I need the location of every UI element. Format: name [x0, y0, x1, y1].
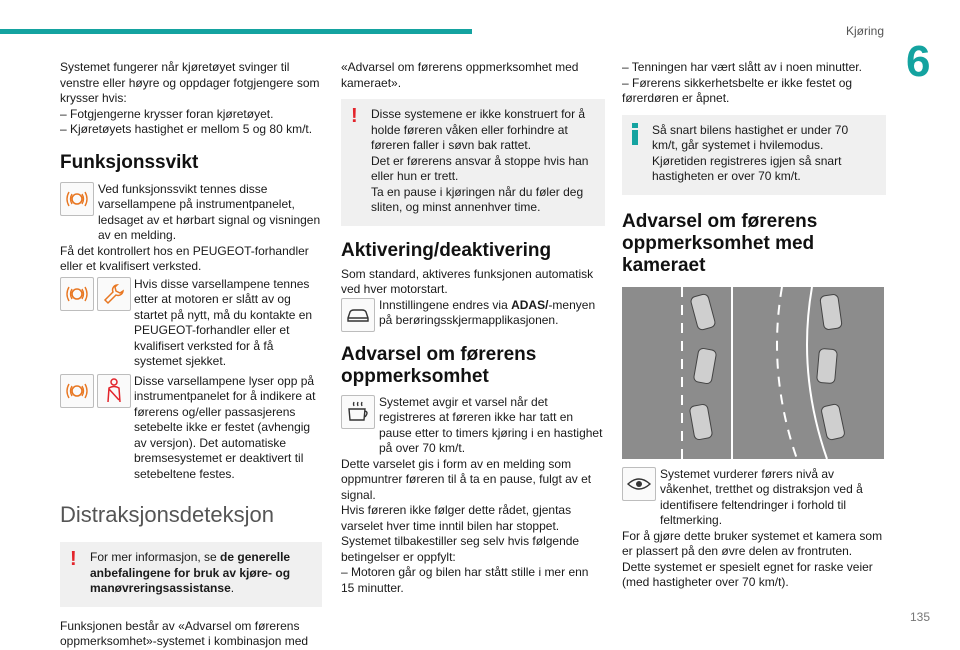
- activation-text: Som standard, aktiveres funksjonen automatisk ved hver motorstart.: [341, 266, 594, 296]
- coffee-cup-icon: [341, 395, 375, 429]
- warning-text: For mer informasjon, se: [90, 550, 221, 564]
- distraction-heading: Distraksjonsdeteksjon: [60, 502, 274, 527]
- attention-block: [341, 395, 605, 457]
- attention-item-1: – Motoren går og bilen har stått stille i mer enn 15 minutter.: [341, 565, 589, 595]
- warning-box: [60, 542, 322, 607]
- lane-departure-illustration: [622, 287, 884, 459]
- attention-text-2: Dette varselet gis i form av en melding som oppmuntrer føreren til å ta en pause, fulgt av et signal.: [341, 456, 592, 502]
- column-2: [341, 60, 605, 596]
- warning-line-2: Det er førerens ansvar å stoppe hvis han eller hun er trett.: [371, 153, 589, 183]
- radar-warning-icon: [60, 374, 94, 408]
- fault-block-1: [60, 182, 322, 244]
- fault-heading: Funksjonssvikt: [60, 151, 199, 173]
- camera-text-3: Dette systemet er spesielt egnet for raske veier (med hastigheter over 70 km/t).: [622, 559, 873, 589]
- section-title: Kjøring: [845, 24, 884, 38]
- continued-text: «Advarsel om førerens oppmerksomhet med kameraet».: [341, 60, 579, 90]
- fault-text-3: Disse varsellampene lyser opp på instrumentpanelet for å indikere at førerens og/eller passasjerens setebelte ikke er festet (avhengig av versjon). Det automatiske bremsesystemet er deaktivert til setebeltene festes.: [134, 373, 316, 481]
- warning-line-1: Disse systemene er ikke konstruert for å holde føreren våken eller forhindre at føreren faller i søvn bak rattet.: [371, 107, 586, 152]
- header-bar: [0, 29, 472, 34]
- condition-item-1: – Tenningen har vært slått av i noen minutter.: [622, 60, 862, 74]
- wrench-icon: [97, 277, 131, 311]
- settings-block: [341, 298, 605, 332]
- fault-text-1b: Få det kontrollert hos en PEUGEOT-forhandler eller et kvalifisert verksted.: [60, 243, 309, 273]
- intro-text: Systemet fungerer når kjøretøyet svinger til venstre eller høyre og oppdager fotgjengere som krysser hvis:: [60, 60, 320, 105]
- activation-heading: Aktivering/deaktivering: [341, 239, 552, 261]
- distraction-body: Funksjonen består av «Advarsel om førerens oppmerksomhet»-systemet i kombinasjon med: [60, 618, 309, 648]
- warning-box-2: [341, 99, 605, 226]
- attention-text-3: Hvis føreren ikke følger dette rådet, gjentas varselet hver time inntil bilen har stoppet.: [341, 503, 572, 533]
- warning-icon: !: [70, 548, 77, 570]
- column-3: [622, 60, 886, 591]
- attention-heading: Advarsel om førerens oppmerksomhet: [341, 343, 537, 387]
- warning-text-end: .: [230, 581, 235, 595]
- attention-text-4: Systemet tilbakestiller seg selv hvis følgende betingelser er oppfylt:: [341, 534, 580, 564]
- info-box: [622, 115, 886, 195]
- fault-text-1: Ved funksjonssvikt tennes disse varsellampene på instrumentpanelet, ledsaget av et hørbart signal og visningen av en melding.: [98, 181, 321, 242]
- camera-heading: Advarsel om førerens oppmerksomhet med kameraet: [622, 210, 818, 276]
- condition-item-2: – Førerens sikkerhetsbelte er ikke festet og førerdøren er åpnet.: [622, 75, 853, 105]
- warning-icon: !: [351, 105, 358, 127]
- camera-block: [622, 467, 886, 529]
- settings-text: Innstillingene endres via ADAS/-menyen på berøringsskjermapplikasjonen.: [379, 297, 596, 327]
- radar-warning-icon: [60, 182, 94, 216]
- intro-item-1: – Fotgjengerne krysser foran kjøretøyet.: [60, 106, 274, 121]
- car-assist-icon: [341, 298, 375, 332]
- camera-text-2: For å gjøre dette bruker systemet et kamera som er plassert på den øvre delen av frontruten.: [622, 528, 883, 558]
- fault-text-2: Hvis disse varsellampene tennes etter at motoren er slått av og startet på nytt, må du kontakte en PEUGEOT-forhandler eller et kvalifisert verksted for å få systemet sjekket.: [134, 276, 313, 368]
- warning-line-3: Ta en pause i kjøringen når du føler deg sliten, og minst annenhver time.: [371, 184, 584, 214]
- info-icon: [632, 123, 638, 145]
- warning-link-text: de generelle anbefalingene for bruk av kjøre- og manøvreringsassistanse: [90, 550, 291, 595]
- radar-warning-icon: [60, 277, 94, 311]
- page-number: 135: [909, 610, 930, 624]
- chapter-number: 6: [906, 37, 931, 86]
- intro-item-2: – Kjøretøyets hastighet er mellom 5 og 80 km/t.: [60, 122, 313, 136]
- fault-block-2: [60, 277, 322, 370]
- column-1: [60, 60, 322, 650]
- camera-text-1: Systemet vurderer førers nivå av våkenhet, tretthet og distraksjon ved å identifisere feltendringer i forhold til feltmerking.: [660, 466, 863, 527]
- attention-text-1: Systemet avgir et varsel når det registreres at føreren ikke har tatt en pause etter to timers kjøring i en hastighet på over 70 km/t.: [379, 394, 603, 455]
- seatbelt-icon: [97, 374, 131, 408]
- eye-icon: [622, 467, 656, 501]
- info-text: Så snart bilens hastighet er under 70 km/t, går systemet i hvilemodus. Kjøretiden registreres igjen så snart hastigheten er over 70 km/t.: [652, 122, 849, 183]
- fault-block-3: [60, 374, 322, 483]
